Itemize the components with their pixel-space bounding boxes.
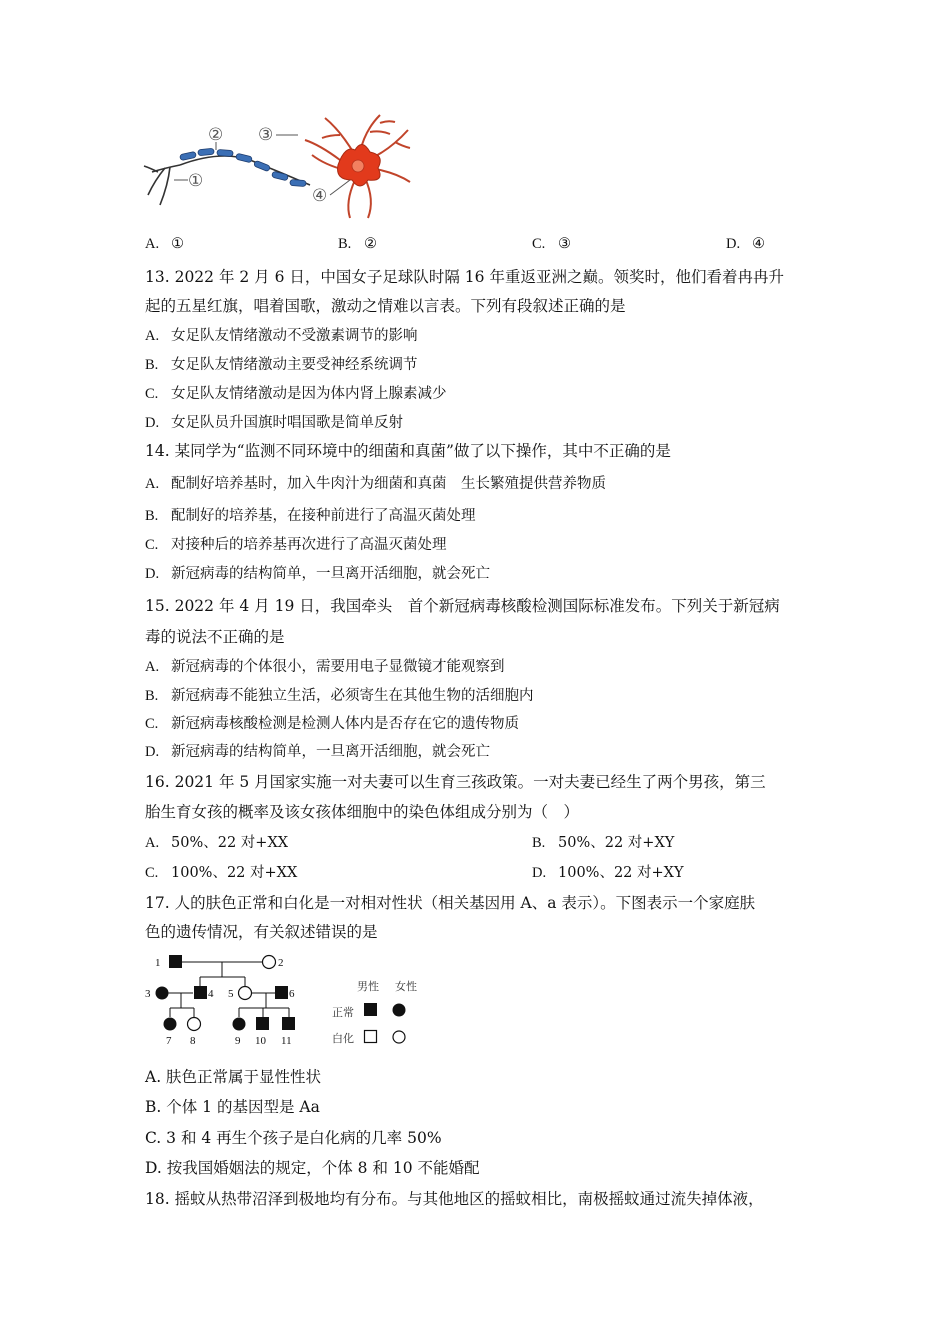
individual-4	[194, 986, 207, 999]
individual-11	[282, 1017, 295, 1030]
individual-7	[164, 1018, 177, 1031]
nucleus	[352, 160, 364, 172]
q16-option-d: D. 100%、22 对+XY	[532, 865, 684, 881]
legend-albino-male	[365, 1031, 377, 1043]
q17-option-b: B. 个体 1 的基因型是 Aa	[145, 1098, 320, 1116]
q13-option-c: C. 女足队友情绪激动是因为体内肾上腺素减少	[145, 386, 447, 402]
q17-option-d: D. 按我国婚姻法的规定，个体 8 和 10 不能婚配	[145, 1159, 480, 1177]
neuron-label-3: ③	[258, 125, 274, 144]
q13-option-b: B. 女足队友情绪激动主要受神经系统调节	[145, 357, 418, 373]
q14-stem-line1: 14. 某同学为“监测不同环境中的细菌和真菌”做了以下操作，其中不正确的是	[145, 442, 671, 460]
pedigree-number-6: 6	[289, 988, 295, 1000]
q17-stem-line1: 17. 人的肤色正常和白化是一对相对性状（相关基因用 A、a 表示）。下图表示一个家庭肤	[145, 894, 756, 912]
neuron-label-1: ①	[188, 171, 204, 190]
pedigree-number-1: 1	[155, 957, 161, 969]
individual-5	[239, 987, 252, 1000]
q17-option-a: A. 肤色正常属于显性性状	[145, 1068, 322, 1086]
axon-terminal	[144, 165, 180, 205]
individual-10	[256, 1017, 269, 1030]
q16-option-a: A. 50%、22 对+XX	[145, 835, 289, 851]
q17-option-c: C. 3 和 4 再生个孩子是白化病的几率 50%	[145, 1129, 442, 1147]
q14-option-b: B. 配制好的培养基，在接种前进行了高温灭菌处理	[145, 508, 476, 524]
legend-normal-male	[364, 1003, 377, 1016]
individual-3	[156, 987, 169, 1000]
q16-option-c: C. 100%、22 对+XX	[145, 865, 298, 881]
q15-option-b: B. 新冠病毒不能独立生活，必须寄生在其他生物的活细胞内	[145, 688, 534, 704]
pedigree-number-2: 2	[278, 957, 284, 969]
pedigree-chart	[145, 950, 315, 1050]
individual-6	[275, 986, 288, 999]
q12-option-c: C. ③	[532, 236, 571, 252]
q15-option-c: C. 新冠病毒核酸检测是检测人体内是否存在它的遗传物质	[145, 716, 519, 732]
neuron-label-2: ②	[208, 125, 224, 144]
q15-option-a: A. 新冠病毒的个体很小，需要用电子显微镜才能观察到	[145, 659, 505, 675]
q15-stem-line1: 15. 2022 年 4 月 19 日，我国牵头 首个新冠病毒核酸检测国际标准发布。下列关于新冠病	[145, 597, 780, 615]
legend-female-label: 女性	[395, 980, 417, 993]
legend-normal-female	[393, 1004, 406, 1017]
legend-albino-female	[393, 1031, 405, 1043]
q16-option-b: B. 50%、22 对+XY	[532, 835, 675, 851]
q13-stem-line2: 起的五星红旗，唱着国歌，激动之情难以言表。下列有段叙述正确的是	[145, 297, 626, 315]
q17-stem-line2: 色的遗传情况，有关叙述错误的是	[145, 923, 378, 941]
pedigree-number-5: 5	[228, 988, 234, 1000]
q13-option-a: A. 女足队友情绪激动不受激素调节的影响	[145, 328, 418, 344]
q18-stem-line1: 18. 摇蚊从热带沼泽到极地均有分布。与其他地区的摇蚊相比，南极摇蚊通过流失掉体液，	[145, 1190, 764, 1208]
individual-1	[169, 955, 182, 968]
individual-8	[188, 1018, 201, 1031]
pedigree-legend	[360, 1000, 410, 1050]
q12-option-a: A. ①	[145, 236, 184, 252]
q16-stem-line1: 16. 2021 年 5 月国家实施一对夫妻可以生育三孩政策。一对夫妻已经生了两个男孩，第三	[145, 773, 766, 791]
q13-stem-line1: 13. 2022 年 2 月 6 日，中国女子足球队时隔 16 年重返亚洲之巅。领奖时，他们看着冉冉升	[145, 268, 784, 286]
pedigree-number-7: 7	[166, 1035, 172, 1047]
q12-option-d: D. ④	[726, 236, 765, 252]
q16-stem-line2: 胎生育女孩的概率及该女孩体细胞中的染色体组成分别为（ ）	[145, 803, 580, 821]
pedigree-number-3: 3	[145, 988, 151, 1000]
pedigree-number-4: 4	[208, 988, 214, 1000]
pedigree-number-11: 11	[281, 1035, 292, 1047]
q14-option-a: A. 配制好培养基时，加入牛肉汁为细菌和真菌 生长繁殖提供营养物质	[145, 476, 606, 492]
pedigree-number-9: 9	[235, 1035, 241, 1047]
q14-option-c: C. 对接种后的培养基再次进行了高温灭菌处理	[145, 537, 447, 553]
neuron-figure	[140, 110, 420, 225]
q14-option-d: D. 新冠病毒的结构简单，一旦离开活细胞，就会死亡	[145, 566, 490, 582]
legend-normal-label: 正常	[332, 1006, 354, 1019]
legend-male-label: 男性	[357, 980, 379, 993]
legend-albino-label: 白化	[332, 1032, 354, 1045]
individual-2	[263, 956, 276, 969]
q15-stem-line2: 毒的说法不正确的是	[145, 628, 285, 646]
q13-option-d: D. 女足队员升国旗时唱国歌是简单反射	[145, 415, 403, 431]
q12-option-b: B. ②	[338, 236, 377, 252]
neuron-label-4: ④	[312, 186, 328, 205]
q15-option-d: D. 新冠病毒的结构简单，一旦离开活细胞，就会死亡	[145, 744, 490, 760]
pedigree-number-8: 8	[190, 1035, 196, 1047]
pedigree-number-10: 10	[255, 1035, 266, 1047]
individual-9	[233, 1018, 246, 1031]
